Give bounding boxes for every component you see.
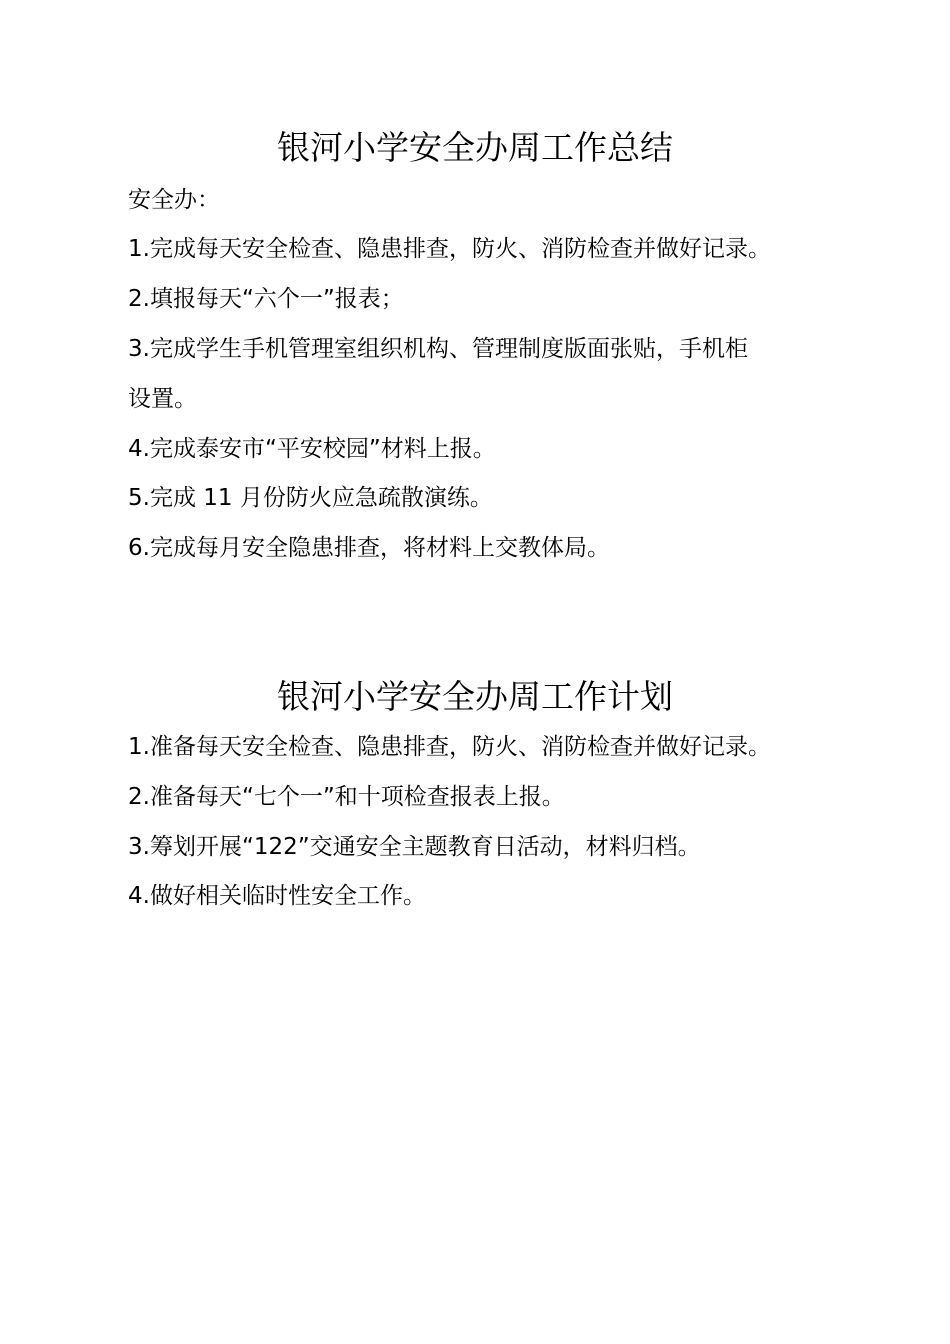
summary-department: 安全办： (128, 187, 220, 213)
plan-item: 3.筹划开展“122”交通安全主题教育日活动，材料归档。 (128, 834, 701, 860)
plan-title: 银河小学安全办周工作计划 (277, 677, 673, 716)
summary-item-continuation: 设置。 (128, 386, 197, 412)
summary-item: 6.完成每月安全隐患排查，将材料上交教体局。 (128, 535, 610, 561)
summary-item: 1.完成每天安全检查、隐患排查，防火、消防检查并做好记录。 (128, 236, 771, 262)
summary-item: 2.填报每天“六个一”报表； (128, 286, 404, 312)
summary-item: 3.完成学生手机管理室组织机构、管理制度版面张贴，手机柜 (128, 336, 748, 362)
plan-item: 2.准备每天“七个一”和十项检查报表上报。 (128, 784, 565, 810)
summary-item: 4.完成泰安市“平安校园”材料上报。 (128, 436, 496, 462)
plan-item: 4.做好相关临时性安全工作。 (128, 883, 426, 909)
plan-item: 1.准备每天安全检查、隐患排查，防火、消防检查并做好记录。 (128, 734, 771, 760)
summary-title: 银河小学安全办周工作总结 (277, 128, 673, 167)
summary-item: 5.完成 11 月份防火应急疏散演练。 (128, 485, 493, 511)
